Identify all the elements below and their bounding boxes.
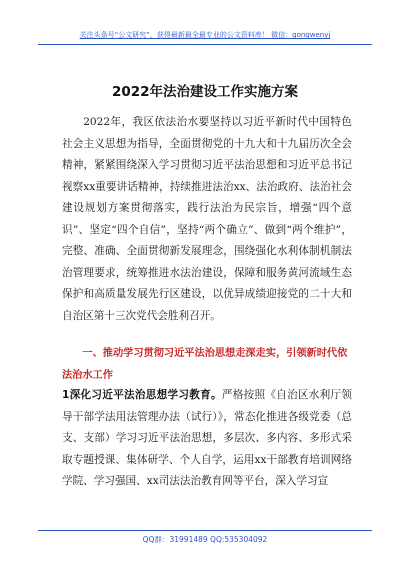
footer-contact: QQ群：31991489 QQ:535304092 bbox=[142, 535, 268, 544]
footer-divider bbox=[38, 530, 372, 531]
paragraph-1-body: 严格按照《自治区水利厅领导干部学法用法管理办法（试行）》，常态化推进各级党委（总支、支部）学习习近平法治思想，多层次、多内容、多形式采取专题授课、集体研学、个人自学，运用xx干部教育培训网络学院、学习强国、xx司法法治教育网等平台，深入学习宣 bbox=[62, 389, 353, 487]
section-heading-1: 一、推动学习贯彻习近平法治思想走深走实，引领新时代依法治水工作 bbox=[62, 348, 348, 381]
header-divider bbox=[38, 44, 372, 45]
paragraph-1-lead: 1深化习近平法治思想学习教育。 bbox=[62, 389, 222, 401]
paragraph-1 bbox=[62, 385, 352, 493]
intro-paragraph: 2022年，我区依法治水要坚持以习近平新时代中国特色社会主义思想为指导，全面贯彻党的十九大和十九届历次全会精神，紧紧围绕深入学习贯彻习近平法治思想和习近平总书记视察xx重要讲话精神，持续推进法治xx、法治政府、法治社会建设规划方案贯彻落实，践行法治为民宗旨，增强“四个意识”、坚定“四个自信”，坚持“两个确立”、做到“两个维护”，完整、准确、全面贯彻新发展理念，围绕强化水利体制机制法治管理要求，统筹推进水法治建设，保障和服务黄河流域生态保护和高质量发展先行区建设，以优异成绩迎接党的二十大和自治区第十三次党代会胜利召开。 bbox=[62, 116, 352, 322]
document-title: 2022年法治建设工作实施方案 bbox=[111, 84, 299, 100]
header-banner[interactable]: 关注头条号“公文研究”，获得最新最全最专业的公文资料库！ 微信：gongwenyj bbox=[79, 31, 331, 39]
